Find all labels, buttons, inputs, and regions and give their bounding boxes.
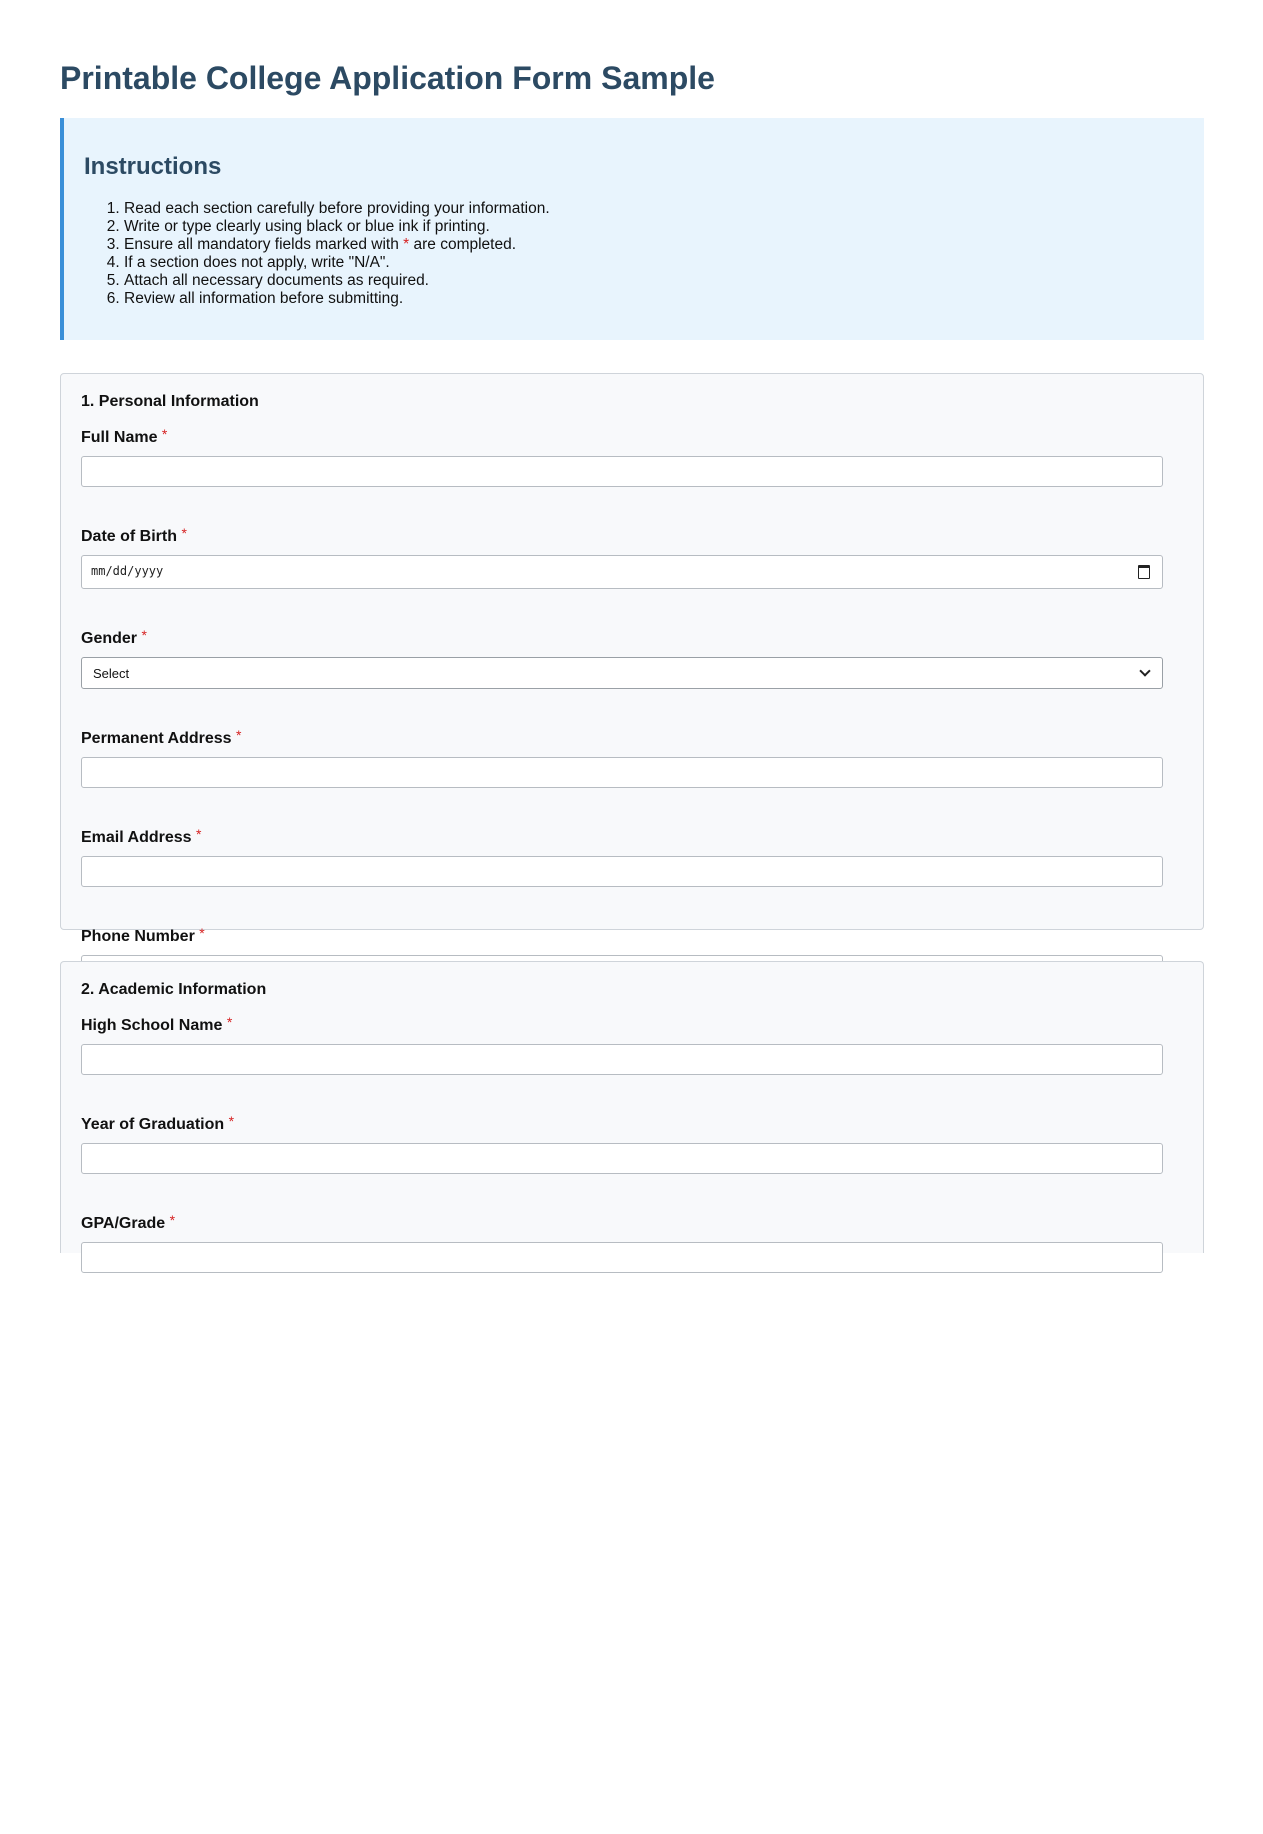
field-label: Phone Number * <box>81 925 205 945</box>
field-label: Gender * <box>81 627 147 647</box>
email-address-input[interactable] <box>81 856 1163 887</box>
required-marker: * <box>161 426 168 442</box>
permanent-address-input[interactable] <box>81 757 1163 788</box>
select-value: Select <box>93 666 130 681</box>
date-of-birth-input[interactable] <box>81 555 1163 589</box>
field-gender <box>81 625 1183 689</box>
instruction-item: 1. Read each section carefully before providing your information. <box>124 200 1184 218</box>
chevron-down-icon <box>1139 665 1150 676</box>
gender-select[interactable] <box>81 657 1163 689</box>
required-marker: * <box>403 236 410 253</box>
instruction-item: 6. Review all information before submitting. <box>124 290 1184 308</box>
section-academic-information <box>60 961 1204 1253</box>
field-high-school-name <box>81 1012 1183 1075</box>
full-name-input[interactable] <box>81 456 1163 487</box>
field-label: Full Name * <box>81 426 168 446</box>
field-label: Email Address * <box>81 826 202 846</box>
field-label: High School Name * <box>81 1014 233 1034</box>
calendar-icon[interactable] <box>1138 565 1150 579</box>
field-email-address <box>81 824 1183 887</box>
field-permanent-address <box>81 725 1183 788</box>
required-marker: * <box>226 1014 233 1030</box>
instructions-box <box>60 118 1204 340</box>
required-marker: * <box>196 826 202 842</box>
field-label: Year of Graduation * <box>81 1113 235 1133</box>
field-gpa-grade <box>81 1210 1183 1273</box>
instruction-item: 5. Attach all necessary documents as required. <box>124 272 1184 290</box>
date-placeholder: mm/dd/yyyy <box>91 564 164 578</box>
section-title: 2. Academic Information <box>81 981 267 998</box>
required-marker: * <box>228 1113 235 1129</box>
field-date-of-birth <box>81 523 1183 589</box>
required-marker: * <box>199 925 205 941</box>
instruction-item: 4. If a section does not apply, write "N/A". <box>124 254 1184 272</box>
instruction-item: 2. Write or type clearly using black or blue ink if printing. <box>124 218 1184 236</box>
gpa-grade-input[interactable] <box>81 1242 1163 1273</box>
required-marker: * <box>141 627 147 643</box>
high-school-name-input[interactable] <box>81 1044 1163 1075</box>
field-full-name <box>81 424 1183 487</box>
required-marker: * <box>236 727 242 743</box>
field-year-of-graduation <box>81 1111 1183 1174</box>
section-personal-information <box>60 373 1204 945</box>
required-marker: * <box>169 1212 176 1228</box>
field-label: Date of Birth * <box>81 525 187 545</box>
required-marker: * <box>181 525 187 541</box>
year-of-graduation-input[interactable] <box>81 1143 1163 1174</box>
instructions-heading: Instructions <box>84 153 222 180</box>
section-title: 1. Personal Information <box>81 393 259 410</box>
field-label: Permanent Address * <box>81 727 242 747</box>
instructions-list <box>84 200 1184 308</box>
field-label: GPA/Grade * <box>81 1212 176 1232</box>
page-title: Printable College Application Form Sample <box>60 60 715 96</box>
instruction-item: 3. Ensure all mandatory fields marked with * are completed. <box>124 236 1184 254</box>
